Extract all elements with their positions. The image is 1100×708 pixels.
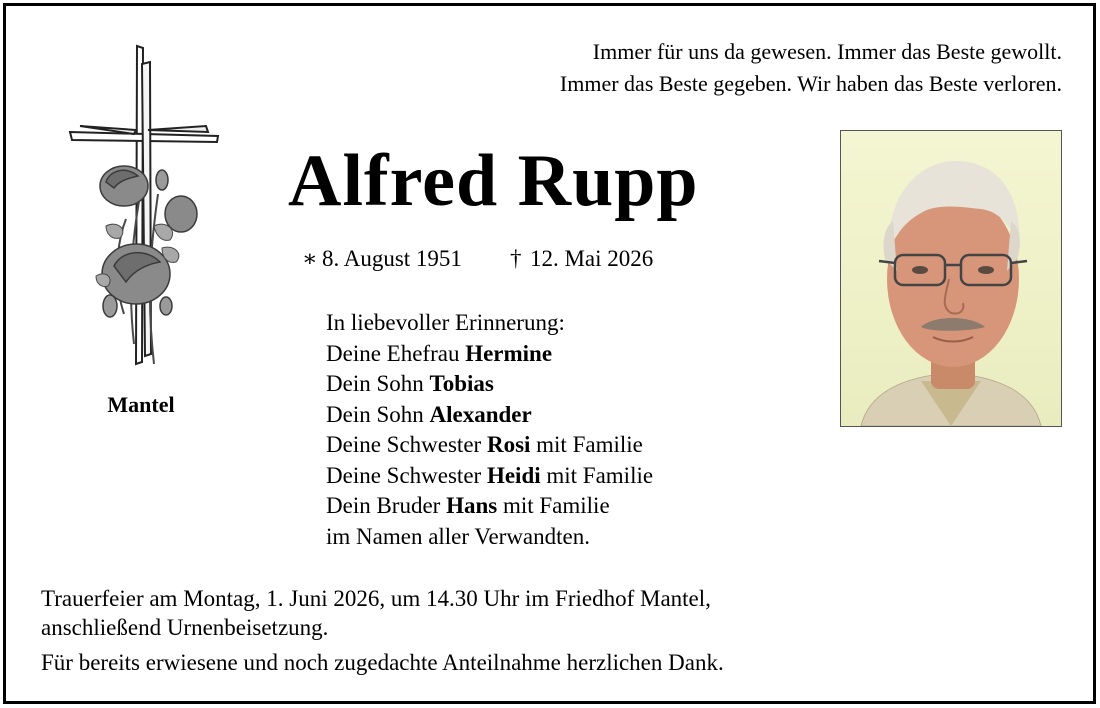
death-date: 12. Mai 2026 bbox=[529, 246, 654, 271]
mourners-list bbox=[326, 308, 653, 552]
funeral-info-line-1: Trauerfeier am Montag, 1. Juni 2026, um 14.30 Uhr im Friedhof Mantel, bbox=[41, 586, 711, 611]
deceased-name: Alfred Rupp bbox=[288, 140, 699, 222]
mourner-relation: Dein Sohn bbox=[326, 401, 430, 427]
mourner-relation: Deine Schwester bbox=[326, 432, 487, 457]
mourner-name: Rosi bbox=[486, 432, 531, 457]
mourners-intro: In liebevoller Erinnerung: bbox=[326, 310, 565, 335]
birth-date: 8. August 1951 bbox=[322, 246, 462, 271]
location-label: Mantel bbox=[107, 392, 175, 417]
portrait-photo bbox=[840, 130, 1062, 427]
dagger-icon: † bbox=[509, 246, 522, 271]
cross-with-roses-icon bbox=[66, 44, 226, 374]
mourner-suffix: mit Familie bbox=[497, 493, 610, 518]
portrait-illustration bbox=[841, 131, 1061, 426]
mourner-relation: Deine Schwester bbox=[326, 462, 487, 488]
mourner-entry bbox=[326, 461, 653, 492]
mourners-closing: im Namen aller Verwandten. bbox=[326, 523, 590, 549]
thanks-line: Für bereits erwiesene und noch zugedachte Anteilnahme herzlichen Dank. bbox=[41, 650, 724, 675]
funeral-info-line-2: anschließend Urnenbeisetzung. bbox=[41, 615, 329, 640]
mourner-name: Hermine bbox=[465, 340, 553, 366]
quote-line-1: Immer für uns da gewesen. Immer das Beste gewollt. bbox=[592, 39, 1062, 64]
mourner-name: Heidi bbox=[486, 462, 541, 488]
mourner-relation: Dein Bruder bbox=[326, 493, 447, 518]
mourner-entry bbox=[326, 400, 653, 431]
mourner-entry bbox=[326, 491, 653, 522]
asterisk-icon: ∗ bbox=[302, 246, 318, 271]
life-dates bbox=[302, 246, 653, 272]
mourner-entry bbox=[326, 339, 653, 370]
mourner-name: Hans bbox=[446, 493, 498, 518]
mourner-name: Tobias bbox=[429, 371, 494, 396]
mourner-relation: Deine Ehefrau bbox=[326, 340, 466, 366]
quote-line-2: Immer das Beste gegeben. Wir haben das Beste verloren. bbox=[559, 71, 1062, 96]
obituary-notice bbox=[3, 3, 1096, 704]
service-details bbox=[41, 584, 724, 677]
mourner-entry bbox=[326, 369, 653, 400]
mourner-suffix: mit Familie bbox=[530, 432, 643, 457]
mourner-entry bbox=[326, 430, 653, 461]
mourner-suffix: mit Familie bbox=[540, 462, 654, 488]
memorial-quote bbox=[560, 36, 1062, 100]
mourner-relation: Dein Sohn bbox=[326, 371, 430, 396]
mourner-name: Alexander bbox=[429, 401, 532, 427]
